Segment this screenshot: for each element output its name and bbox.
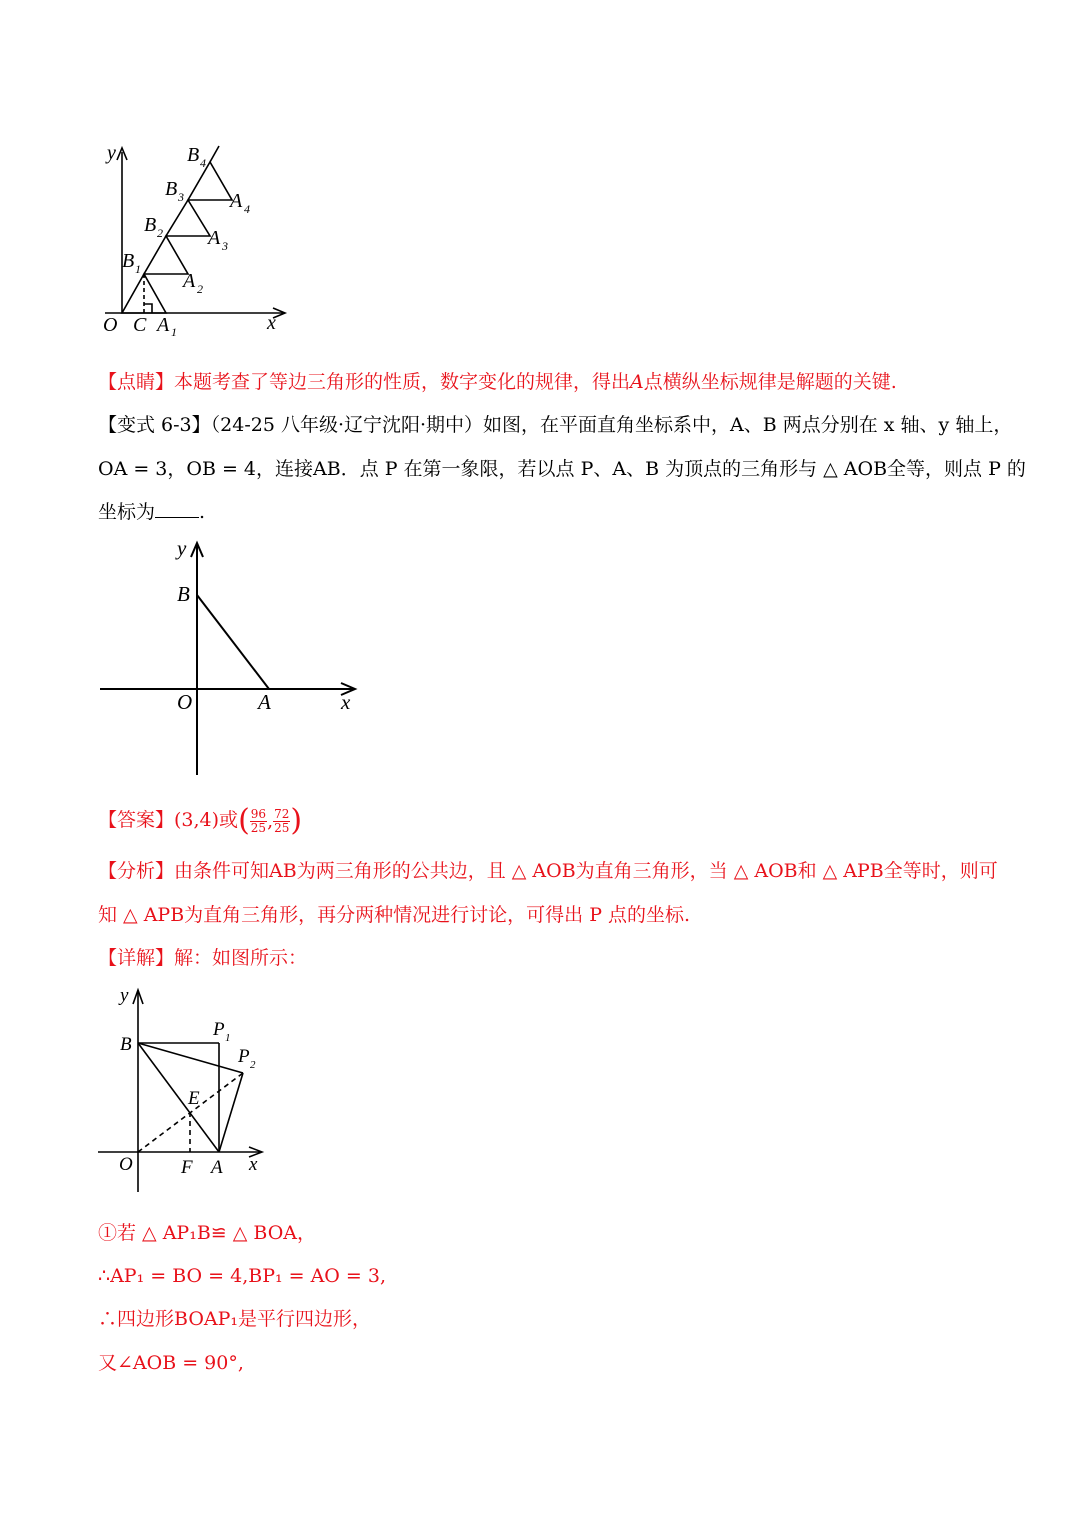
bianshi-line1 <box>98 412 1012 438</box>
fig3-sub-p2: 2 <box>250 1059 256 1071</box>
frac2-den: 25 <box>274 820 290 835</box>
fig3-label-x: x <box>249 1154 258 1175</box>
fig1-sub-b1: 1 <box>135 262 141 276</box>
bianshi-line3-text: 坐标为 <box>98 501 156 523</box>
fig2-label-o: O <box>177 690 193 714</box>
fig3-label-f: F <box>181 1157 193 1178</box>
fig3-label-y: y <box>120 985 129 1006</box>
fig3-label-e: E <box>188 1088 200 1109</box>
analysis-line1-text: 由条件可知AB为两三角形的公共边，且 △ AOB为直角三角形，当 △ AOB和 △ APB全等时，则可 <box>174 860 998 882</box>
answer-tag: 【答案】 <box>98 809 175 831</box>
fig2-label-a: A <box>258 690 271 714</box>
figure-equilateral-triangles <box>95 140 295 345</box>
fig3-label-b: B <box>120 1034 132 1055</box>
detail-paragraph <box>98 945 307 971</box>
dianjing-paragraph <box>98 369 897 395</box>
answer-paragraph: 【答案】(3,4)或( $\frac{96}{25}$ , $\frac{72}{25}$ ) <box>98 803 303 838</box>
step-2: ∴AP₁ = BO = 4,BP₁ = AO = 3, <box>98 1265 387 1287</box>
fig1-sub-a4: 4 <box>244 202 250 216</box>
fig1-label-a4: A <box>230 190 243 212</box>
step-4: 又∠AOB = 90°, <box>98 1352 244 1374</box>
dianjing-text: 本题考查了等边三角形的性质，数字变化的规律，得出 <box>174 371 631 393</box>
answer-blank <box>155 499 199 518</box>
fig1-label-b1: B <box>122 250 135 272</box>
bianshi-line3-end: . <box>199 501 206 523</box>
answer-close-paren: ) <box>290 803 303 838</box>
fig1-label-c: C <box>133 314 147 336</box>
fig2-label-b: B <box>177 582 190 606</box>
analysis-line1 <box>98 858 998 884</box>
answer-frac-2 <box>273 808 290 835</box>
fig2-label-y: y <box>177 536 187 560</box>
fig1-sub-b2: 2 <box>157 226 163 240</box>
fig3-sub-p1: 1 <box>225 1032 231 1044</box>
figure-congruent-cases <box>95 982 275 1197</box>
fig3-label-a: A <box>211 1157 223 1178</box>
fig1-sub-a1: 1 <box>171 325 177 339</box>
fig3-label-p1: P <box>213 1019 225 1040</box>
fig3-label-p2: P <box>238 1046 250 1067</box>
analysis-tag: 【分析】 <box>98 860 175 882</box>
fig1-label-o: O <box>103 314 118 336</box>
fig1-sub-b4: 4 <box>200 156 206 170</box>
bianshi-tag: 【变式 6-3】 <box>98 414 211 436</box>
fig1-sub-b3: 3 <box>178 190 184 204</box>
fig3-label-o: O <box>119 1154 133 1175</box>
fig1-label-a2: A <box>183 270 196 292</box>
fig1-sub-a3: 3 <box>222 239 228 253</box>
answer-open-paren: ( <box>238 803 250 838</box>
figure-triangle-aob <box>95 535 365 780</box>
dianjing-var: A <box>630 371 644 393</box>
fig1-label-b3: B <box>165 178 178 200</box>
fig1-label-x: x <box>267 312 276 334</box>
frac1-num: 96 <box>250 806 267 821</box>
fig1-label-a1: A <box>157 314 170 336</box>
analysis-line2: 知 △ APB为直角三角形，再分两种情况进行讨论，可得出 P 点的坐标. <box>98 904 691 926</box>
bianshi-line2: OA = 3，OB = 4，连接AB．点 P 在第一象限，若以点 P、A、B 为顶点的三角形与 △ AOB全等，则点 P 的 <box>98 458 1026 480</box>
dianjing-tag: 【点睛】 <box>98 371 175 393</box>
step-3: ∴四边形BOAP₁是平行四边形， <box>98 1308 372 1330</box>
frac2-num: 72 <box>274 806 290 821</box>
detail-text: 解：如图所示： <box>174 947 308 969</box>
fig1-sub-a2: 2 <box>197 282 203 296</box>
answer-frac-1 <box>250 808 267 835</box>
fig1-label-a3: A <box>208 227 221 249</box>
dianjing-text2: 点横纵坐标规律是解题的关键. <box>643 371 897 393</box>
answer-text: (3,4)或 <box>174 809 239 831</box>
fig2-label-x: x <box>341 690 351 714</box>
detail-tag: 【详解】 <box>98 947 175 969</box>
fig1-label-b4: B <box>187 144 200 166</box>
bianshi-line3 <box>98 499 205 525</box>
fig1-label-y: y <box>107 142 116 164</box>
step-1: ①若 △ AP₁B≌ △ BOA， <box>98 1222 316 1244</box>
bianshi-line1-text: （24-25 八年级·辽宁沈阳·期中）如图，在平面直角坐标系中，A、B 两点分别在 x 轴、y 轴上， <box>210 414 1013 436</box>
fig1-label-b2: B <box>144 214 157 236</box>
frac1-den: 25 <box>250 820 267 835</box>
